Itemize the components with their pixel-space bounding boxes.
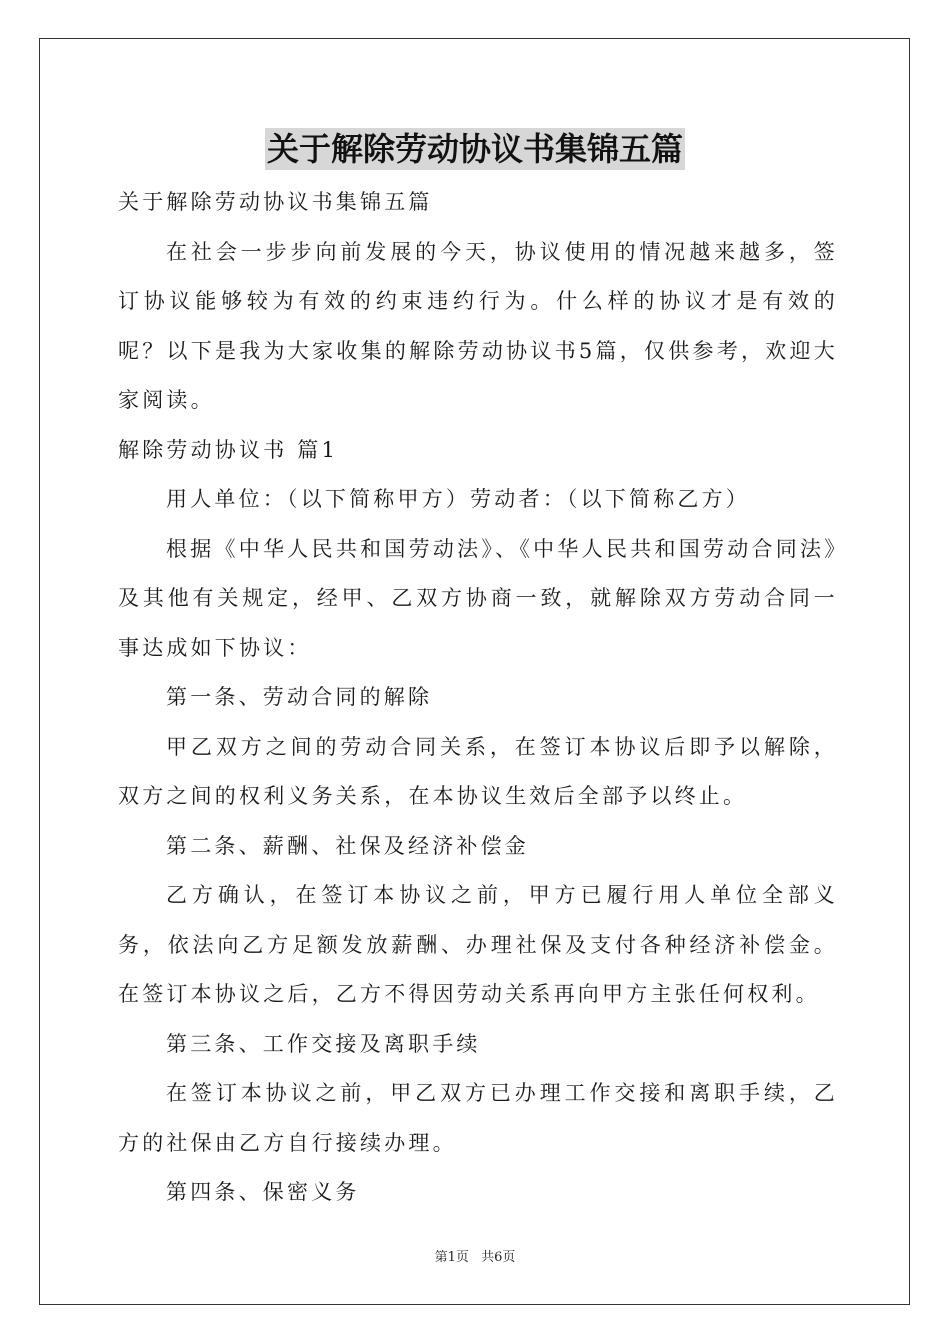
article-1-body: 甲乙双方之间的劳动合同关系，在签订本协议后即予以解除，双方之间的权利义务关系，在本协议生效后全部予以终止。 bbox=[118, 734, 838, 808]
page-total: 共6页 bbox=[481, 1250, 516, 1265]
basis-paragraph: 根据《中华人民共和国劳动法》、《中华人民共和国劳动合同法》及其他有关规定，经甲、乙双方协商一致，就解除双方劳动合同一事达成如下协议： bbox=[118, 536, 838, 660]
intro-paragraph: 在社会一步步向前发展的今天，协议使用的情况越来越多，签订协议能够较为有效的约束违约行为。什么样的协议才是有效的呢？以下是我为大家收集的解除劳动协议书5篇，仅供参考，欢迎大家阅读。 bbox=[118, 239, 838, 412]
article-2-body: 乙方确认，在签订本协议之前，甲方已履行用人单位全部义务，依法向乙方足额发放薪酬、办理社保及支付各种经济补偿金。在签订本协议之后，乙方不得因劳动关系再向甲方主张任何权利。 bbox=[118, 883, 838, 1006]
document-body bbox=[118, 178, 838, 1218]
parties-line: 用人单位：（以下简称甲方）劳动者：（以下简称乙方） bbox=[166, 487, 750, 511]
document-title: 关于解除劳动协议书集锦五篇 bbox=[266, 130, 683, 168]
page-footer bbox=[0, 1246, 950, 1265]
article-3-heading: 第三条、工作交接及离职手续 bbox=[166, 1031, 481, 1056]
article-3-body: 在签订本协议之前，甲乙双方已办理工作交接和离职手续，乙方的社保由乙方自行接续办理。 bbox=[118, 1081, 838, 1155]
article-1-heading: 第一条、劳动合同的解除 bbox=[166, 685, 433, 709]
article-4-heading: 第四条、保密义务 bbox=[166, 1180, 360, 1204]
title-container bbox=[0, 128, 950, 170]
page-number: 第1页 bbox=[434, 1250, 469, 1265]
subtitle-line: 关于解除劳动协议书集锦五篇 bbox=[118, 190, 433, 214]
article-2-heading: 第二条、薪酬、社保及经济补偿金 bbox=[166, 833, 529, 858]
section-heading: 解除劳动协议书 篇1 bbox=[118, 437, 339, 462]
